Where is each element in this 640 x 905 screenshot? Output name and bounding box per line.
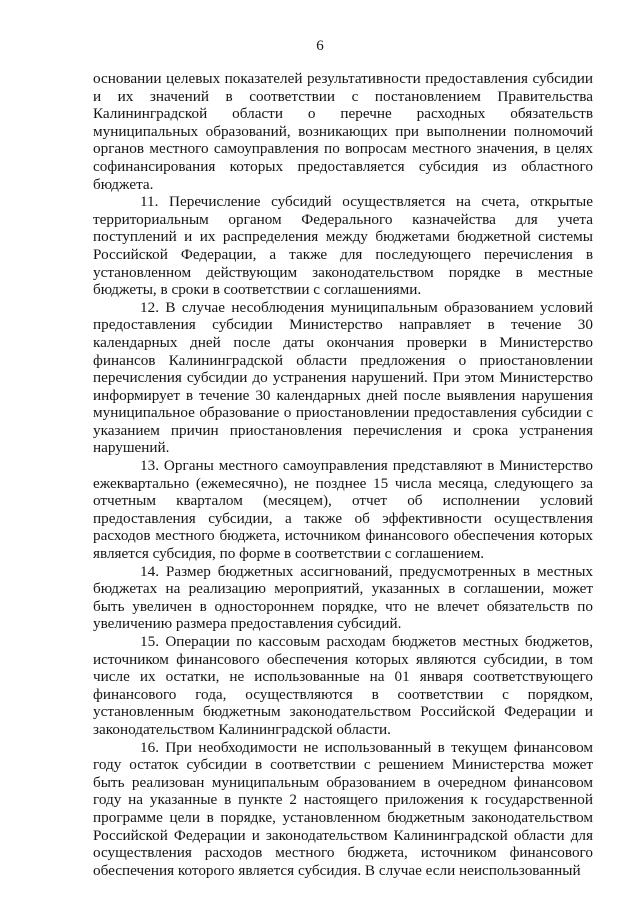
paragraph-11: 11. Перечисление субсидий осуществляется на счета, открытые территориальным органом Федерального казначейства для учета поступлений и их распределения между бюджетами бюджетной системы Российской Федерации, а также для последующего перечисления в установленном действующим законодательством порядке в местные бюджеты, в сроки в соответствии с соглашениями. [93, 193, 593, 299]
document-body [93, 70, 593, 879]
paragraph-15: 15. Операции по кассовым расходам бюджетов местных бюджетов, источником финансового обеспечения которых являются субсидии, в том числе их остатки, не использованные на 01 января соответствующего финансового года, осуществляются в соответствии с порядком, установленным бюджетным законодательством Российской Федерации и законодательством Калининградской области. [93, 633, 593, 738]
page-number: 6 [316, 38, 324, 54]
paragraph-continuation: основании целевых показателей результативности предоставления субсидии и их значений в соответствии с постановлением Правительства Калининградской области о перечне расходных обязательств муниципальных образований, возникающих при выполнении полномочий органов местного самоуправления по вопросам местного значения, в целях софинансирования которых предоставляется субсидия из областного бюджета. [93, 70, 593, 193]
paragraph-12: 12. В случае несоблюдения муниципальным образованием условий предоставления субсидии Министерство направляет в течение 30 календарных дней после даты окончания проверки в Министерство финансов Калининградской области предложения о приостановлении перечисления субсидии до устранения нарушений. При этом Министерство информирует в течение 30 календарных дней после выявления нарушения муниципальное образование о приостановлении предоставления субсидии с указанием причин приостановления перечисления и срока устранения нарушений. [93, 298, 593, 457]
paragraph-16: 16. При необходимости не использованный в текущем финансовом году остаток субсидии в соответствии с решением Министерства может быть реализован муниципальным образованием в очередном финансовом году на указанные в пункте 2 настоящего приложения к государственной программе цели в порядке, установленном бюджетным законодательством Российской Федерации и законодательством Калининградской области для осуществления расходов местного бюджета, источником финансового обеспечения которого является субсидия. В случае если неиспользованный [93, 738, 593, 879]
paragraph-13: 13. Органы местного самоуправления представляют в Министерство ежеквартально (ежемесячно), не позднее 15 числа месяца, следующего за отчетным кварталом (месяцем), отчет об исполнении условий предоставления субсидии, а также об эффективности осуществления расходов местного бюджета, источником финансового обеспечения которых является субсидия, по форме в соответствии с соглашением. [93, 457, 593, 563]
paragraph-14: 14. Размер бюджетных ассигнований, предусмотренных в местных бюджетах на реализацию мероприятий, указанных в соглашении, может быть увеличен в одностороннем порядке, что не влечет обязательств по увеличению размера предоставления субсидий. [93, 562, 593, 633]
